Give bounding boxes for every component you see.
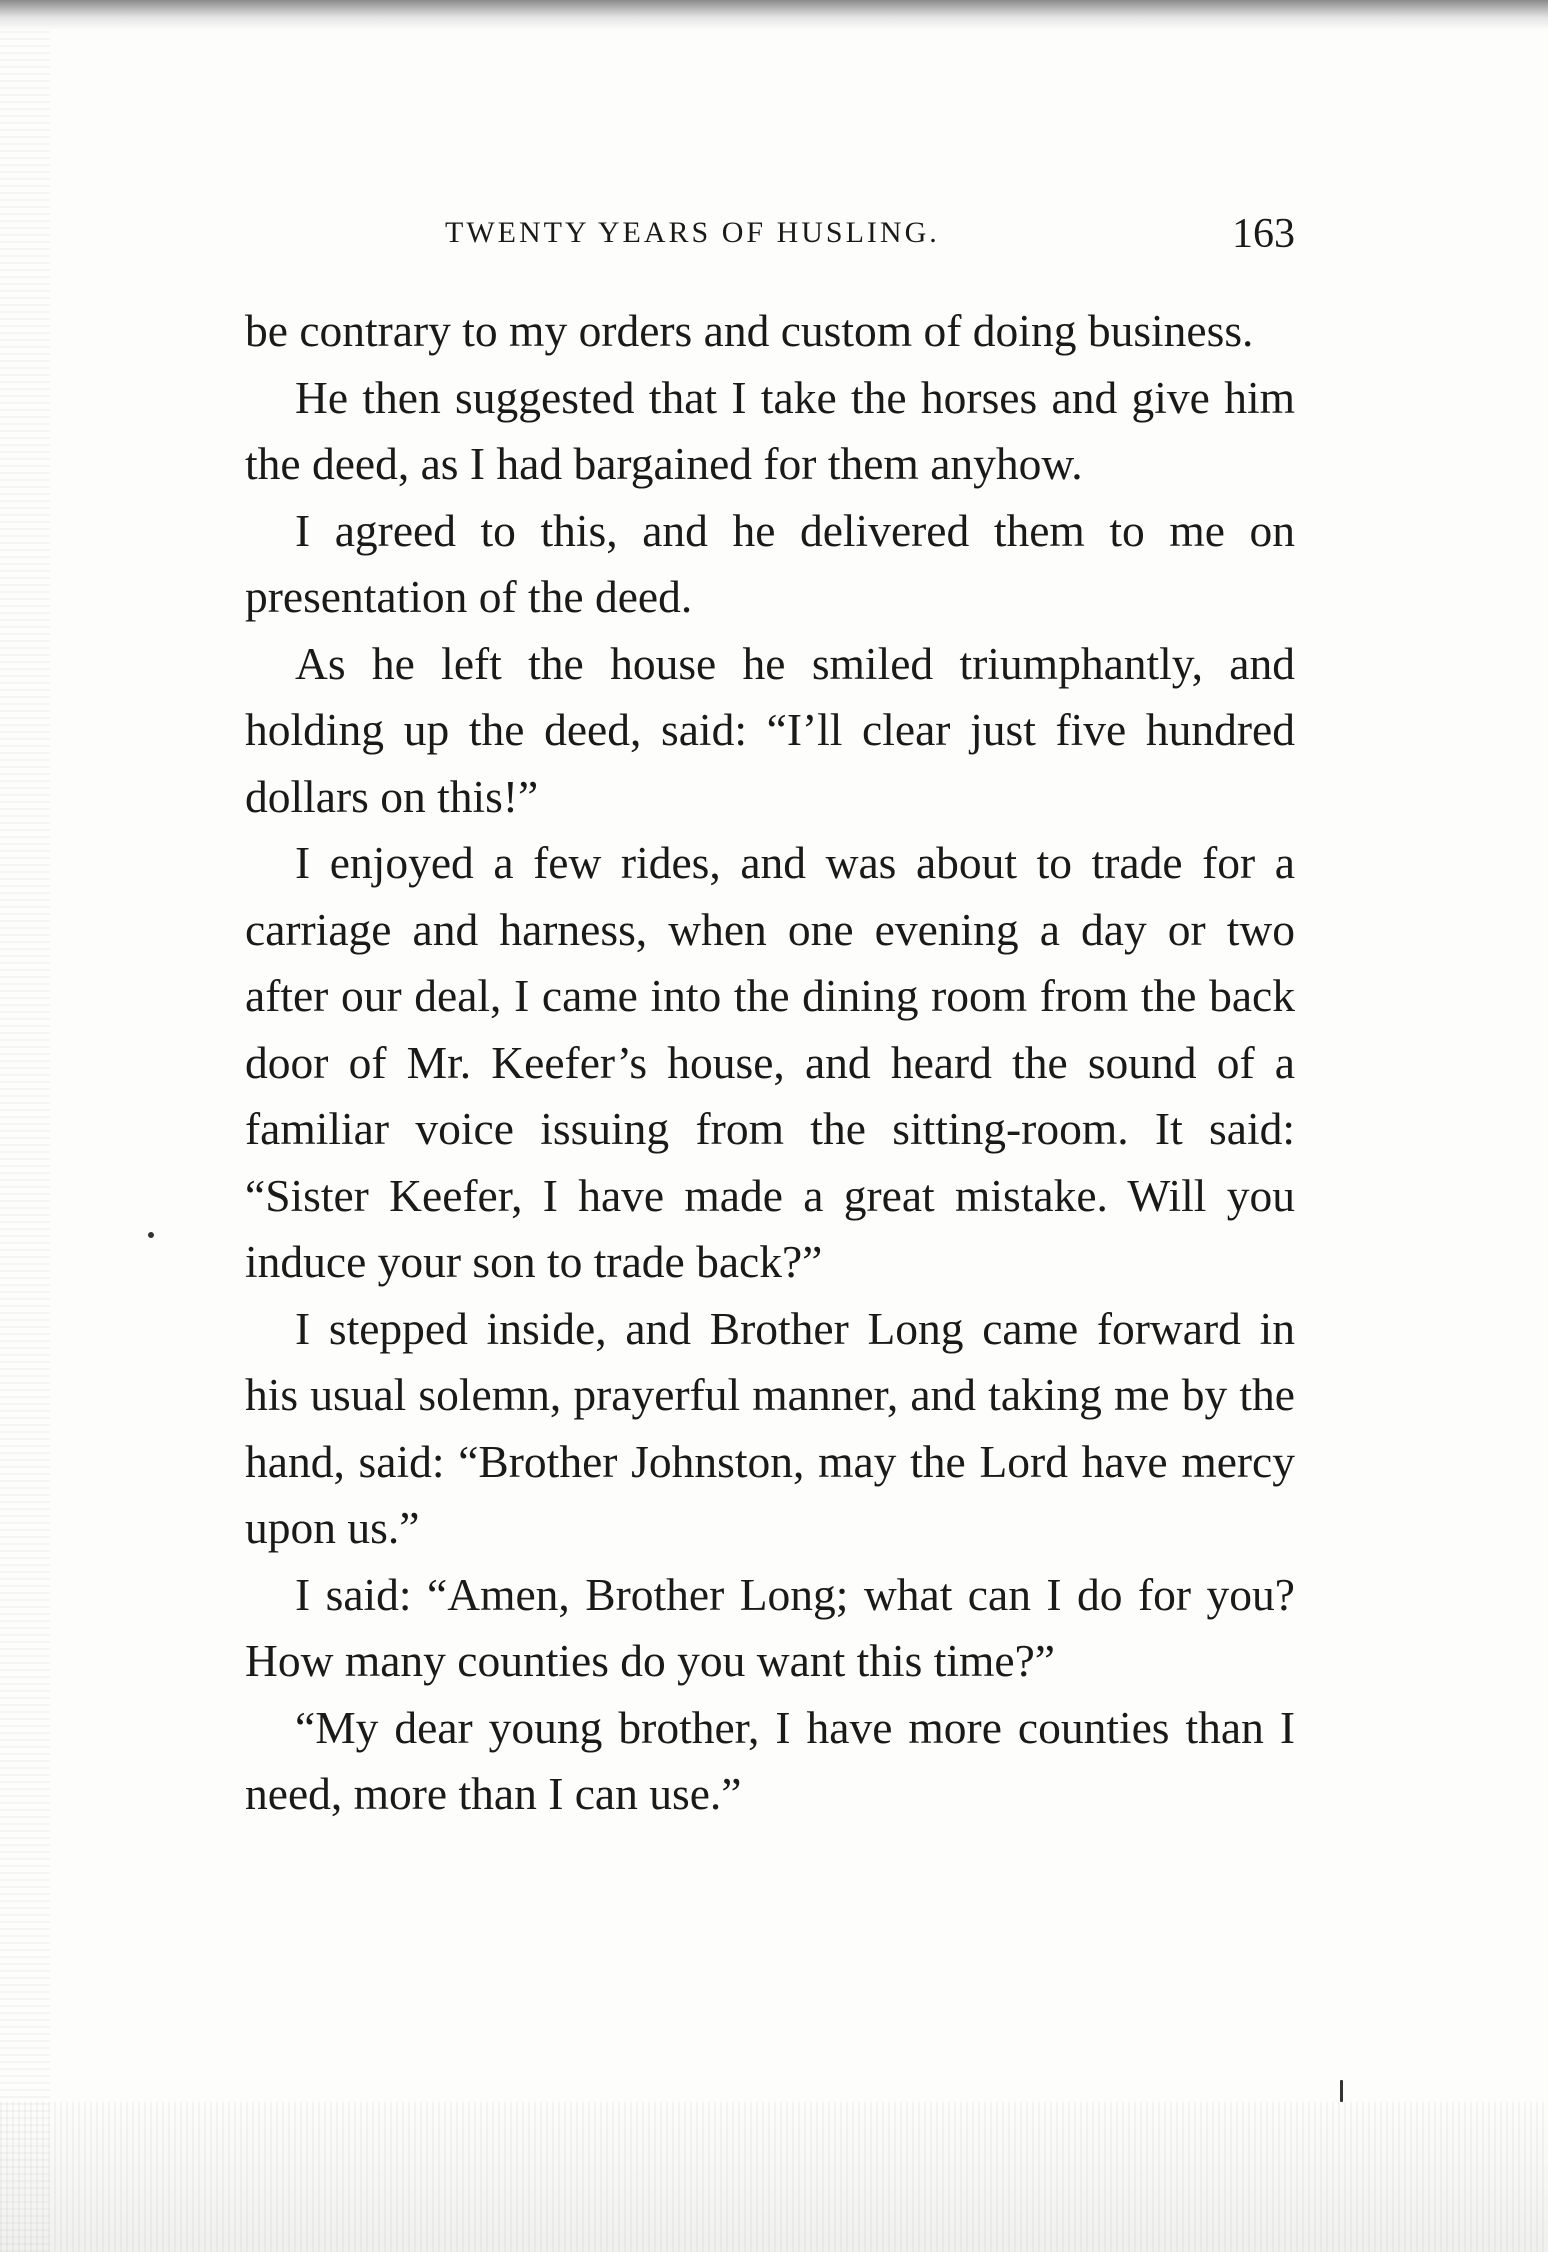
scan-bottom-noise bbox=[0, 2102, 1548, 2252]
paragraph-7: I said: “Amen, Brother Long; what can I do for you? How many counties do you want this time?” bbox=[245, 1568, 1295, 1686]
page-number: 163 bbox=[1232, 211, 1295, 257]
paragraph-2: He then suggested that I take the horses and give him the deed, as I had bargained for them anyhow. bbox=[245, 371, 1295, 489]
paragraph-1: be contrary to my orders and custom of doing business. bbox=[245, 305, 1254, 356]
scan-top-edge bbox=[0, 0, 1548, 30]
scan-left-margin-noise bbox=[0, 30, 50, 2252]
ink-speck bbox=[1340, 2080, 1343, 2102]
running-title: TWENTY YEARS OF HUSLING. bbox=[445, 216, 940, 249]
paragraph-6: I stepped inside, and Brother Long came forward in his usual solemn, prayerful manner, and taking me by the hand, said: “Brother Johnston, may the Lord have mercy upon us.” bbox=[245, 1302, 1295, 1553]
paragraph-4: As he left the house he smiled triumphantly, and holding up the deed, said: “I’ll clear just five hundred dollars on this!” bbox=[245, 637, 1295, 822]
paragraph-8: “My dear young brother, I have more counties than I need, more than I can use.” bbox=[245, 1701, 1295, 1819]
ink-speck bbox=[148, 1232, 154, 1238]
body-text bbox=[245, 298, 1295, 1828]
running-head bbox=[245, 210, 1295, 270]
paragraph-5: I enjoyed a few rides, and was about to trade for a carriage and harness, when one evening a day or two after our deal, I came into the dining room from the back door of Mr. Keefer’s house, and heard the sound of a familiar voice issuing from the sitting-room. It said: “Sister Keefer, I have made a great mistake. Will you induce your son to trade back?” bbox=[245, 837, 1295, 1287]
paragraph-3: I agreed to this, and he delivered them to me on presentation of the deed. bbox=[245, 504, 1295, 622]
